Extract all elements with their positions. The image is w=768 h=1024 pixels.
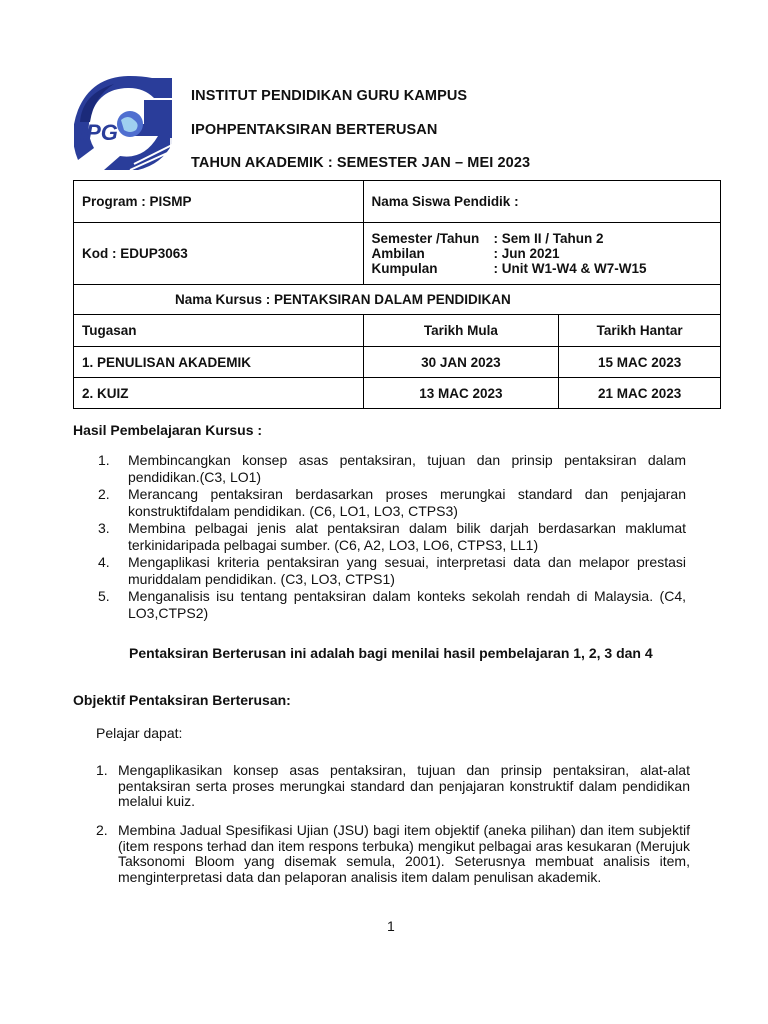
kumpulan-value: : Unit W1-W4 & W7-W15 bbox=[493, 261, 647, 276]
header-tarikh-hantar: Tarikh Hantar bbox=[559, 315, 721, 347]
header-tugasan: Tugasan bbox=[74, 315, 364, 347]
table-header-row bbox=[74, 315, 721, 347]
table-row bbox=[74, 285, 721, 315]
list-item: 2. Merancang pentaksiran berdasarkan proses merungkai standard dan penjajaran konstruktifdalam pendidikan. (C6, LO1, LO3, CTPS3) bbox=[98, 486, 686, 519]
kumpulan-label: Kumpulan bbox=[371, 261, 438, 276]
table-row bbox=[74, 223, 721, 285]
start-date-cell: 30 JAN 2023 bbox=[363, 347, 559, 378]
header-tarikh-mula: Tarikh Mula bbox=[363, 315, 559, 347]
list-item: 1. Mengaplikasikan konsep asas pentaksiran, tujuan dan prinsip pentaksiran, alat-alat pentaksiran serta proses merungkai standard dan penjajaran konstruktif dalam pendidikan melalui kuiz. bbox=[96, 762, 690, 809]
table-row bbox=[74, 181, 721, 223]
objectives-heading: Objektif Pentaksiran Berterusan: bbox=[73, 692, 291, 708]
semester-value: : Sem II / Tahun 2 bbox=[493, 231, 604, 246]
institute-title: INSTITUT PENDIDIKAN GURU KAMPUS bbox=[191, 88, 468, 104]
table-row bbox=[74, 378, 721, 409]
list-item: 2. Membina Jadual Spesifikasi Ujian (JSU) bagi item objektif (aneka pilihan) dan item subjektif (item respons terhad dan item respons terbuka) mengikut pelbagai aras kesukaran (Merujuk Taksonomi Bloom yang disemak semula, 2001). Seterusnya membuat analisis item, menginterpretasi data dan pelaporan analisis item dalam penulisan akademik. bbox=[96, 822, 690, 885]
list-item: 1. Membincangkan konsep asas pentaksiran, tujuan dan prinsip pentaksiran dalam pendidikan.(C3, LO1) bbox=[98, 452, 686, 485]
course-code-cell: Kod : EDUP3063 bbox=[74, 223, 364, 285]
ambilan-label: Ambilan bbox=[371, 246, 425, 261]
list-item: 4. Mengaplikasi kriteria pentaksiran yang sesuai, interpretasi data dan melapor prestasi muriddalam pendidikan. (C3, LO3, CTPS1) bbox=[98, 554, 686, 587]
task-cell: 2. KUIZ bbox=[74, 378, 364, 409]
page-number: 1 bbox=[387, 918, 395, 934]
semester-cell bbox=[363, 223, 720, 285]
academic-year: TAHUN AKADEMIK : SEMESTER JAN – MEI 2023 bbox=[191, 155, 531, 171]
objectives-intro: Pelajar dapat: bbox=[96, 725, 183, 741]
course-info-table bbox=[73, 180, 721, 409]
table-row bbox=[74, 347, 721, 378]
semester-label: Semester /Tahun bbox=[371, 231, 480, 246]
program-cell: Program : PISMP bbox=[74, 181, 364, 223]
assessment-note: Pentaksiran Berterusan ini adalah bagi menilai hasil pembelajaran 1, 2, 3 dan 4 bbox=[129, 645, 653, 661]
list-item: 3. Membina pelbagai jenis alat pentaksiran dalam bilik darjah berdasarkan maklumat terkinidaripada pelbagai sumber. (C6, A2, LO3, LO6, CTPS3, LL1) bbox=[98, 520, 686, 553]
learning-outcomes-list bbox=[98, 452, 686, 622]
learning-outcomes-heading: Hasil Pembelajaran Kursus : bbox=[73, 422, 263, 438]
task-cell: 1. PENULISAN AKADEMIK bbox=[74, 347, 364, 378]
ambilan-value: : Jun 2021 bbox=[493, 246, 560, 261]
student-name-cell: Nama Siswa Pendidik : bbox=[363, 181, 720, 223]
list-item: 5. Menganalisis isu tentang pentaksiran dalam konteks sekolah rendah di Malaysia. (C4, LO3,CTPS2) bbox=[98, 588, 686, 621]
course-name-cell: Nama Kursus : PENTAKSIRAN DALAM PENDIDIKAN bbox=[74, 285, 721, 315]
due-date-cell: 21 MAC 2023 bbox=[559, 378, 721, 409]
due-date-cell: 15 MAC 2023 bbox=[559, 347, 721, 378]
start-date-cell: 13 MAC 2023 bbox=[363, 378, 559, 409]
logo-text: iPG bbox=[80, 120, 118, 145]
ipg-logo bbox=[74, 74, 178, 172]
assessment-title: IPOHPENTAKSIRAN BERTERUSAN bbox=[191, 122, 438, 138]
